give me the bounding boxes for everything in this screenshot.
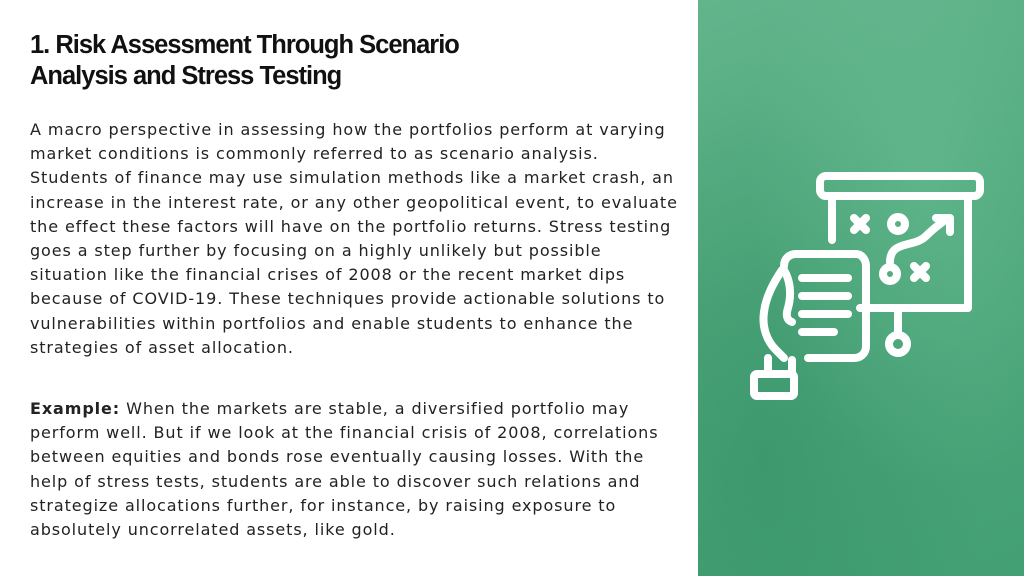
heading-line-2: Analysis and Stress Testing (30, 62, 342, 90)
example-text: When the markets are stable, a diversified portfolio may perform well. But if we look at the financial crisis of 2008, correlations between equities and bonds rose eventually causing losses. With the help of stress tests, students are able to discover such relations and strategize allocations further, for instance, by raising exposure to absolutely uncorrelated assets, like gold. (30, 399, 659, 540)
heading-line-1: 1. Risk Assessment Through Scenario (30, 31, 459, 59)
body-paragraph: A macro perspective in assessing how the portfolios perform at varying market conditions is commonly referred to as scenario analysis. Students of finance may use simulation methods like a market crash, an increase in the interest rate, or any other geopolitical event, to evaluate the effect these factors will have on the portfolio returns. Stress testing goes a step further by focusing on a highly unlikely but possible situation like the financial crises of 2008 or the recent market dips because of COVID-19. These techniques provide actionable solutions to vulnerabilities within portfolios and enable students to enhance the strategies of asset allocation. (30, 120, 678, 357)
section-heading (30, 30, 670, 92)
illustration-panel (698, 0, 1024, 576)
example-label: Example: (30, 399, 121, 418)
strategy-board-icon (748, 170, 988, 410)
example-paragraph (30, 397, 678, 542)
